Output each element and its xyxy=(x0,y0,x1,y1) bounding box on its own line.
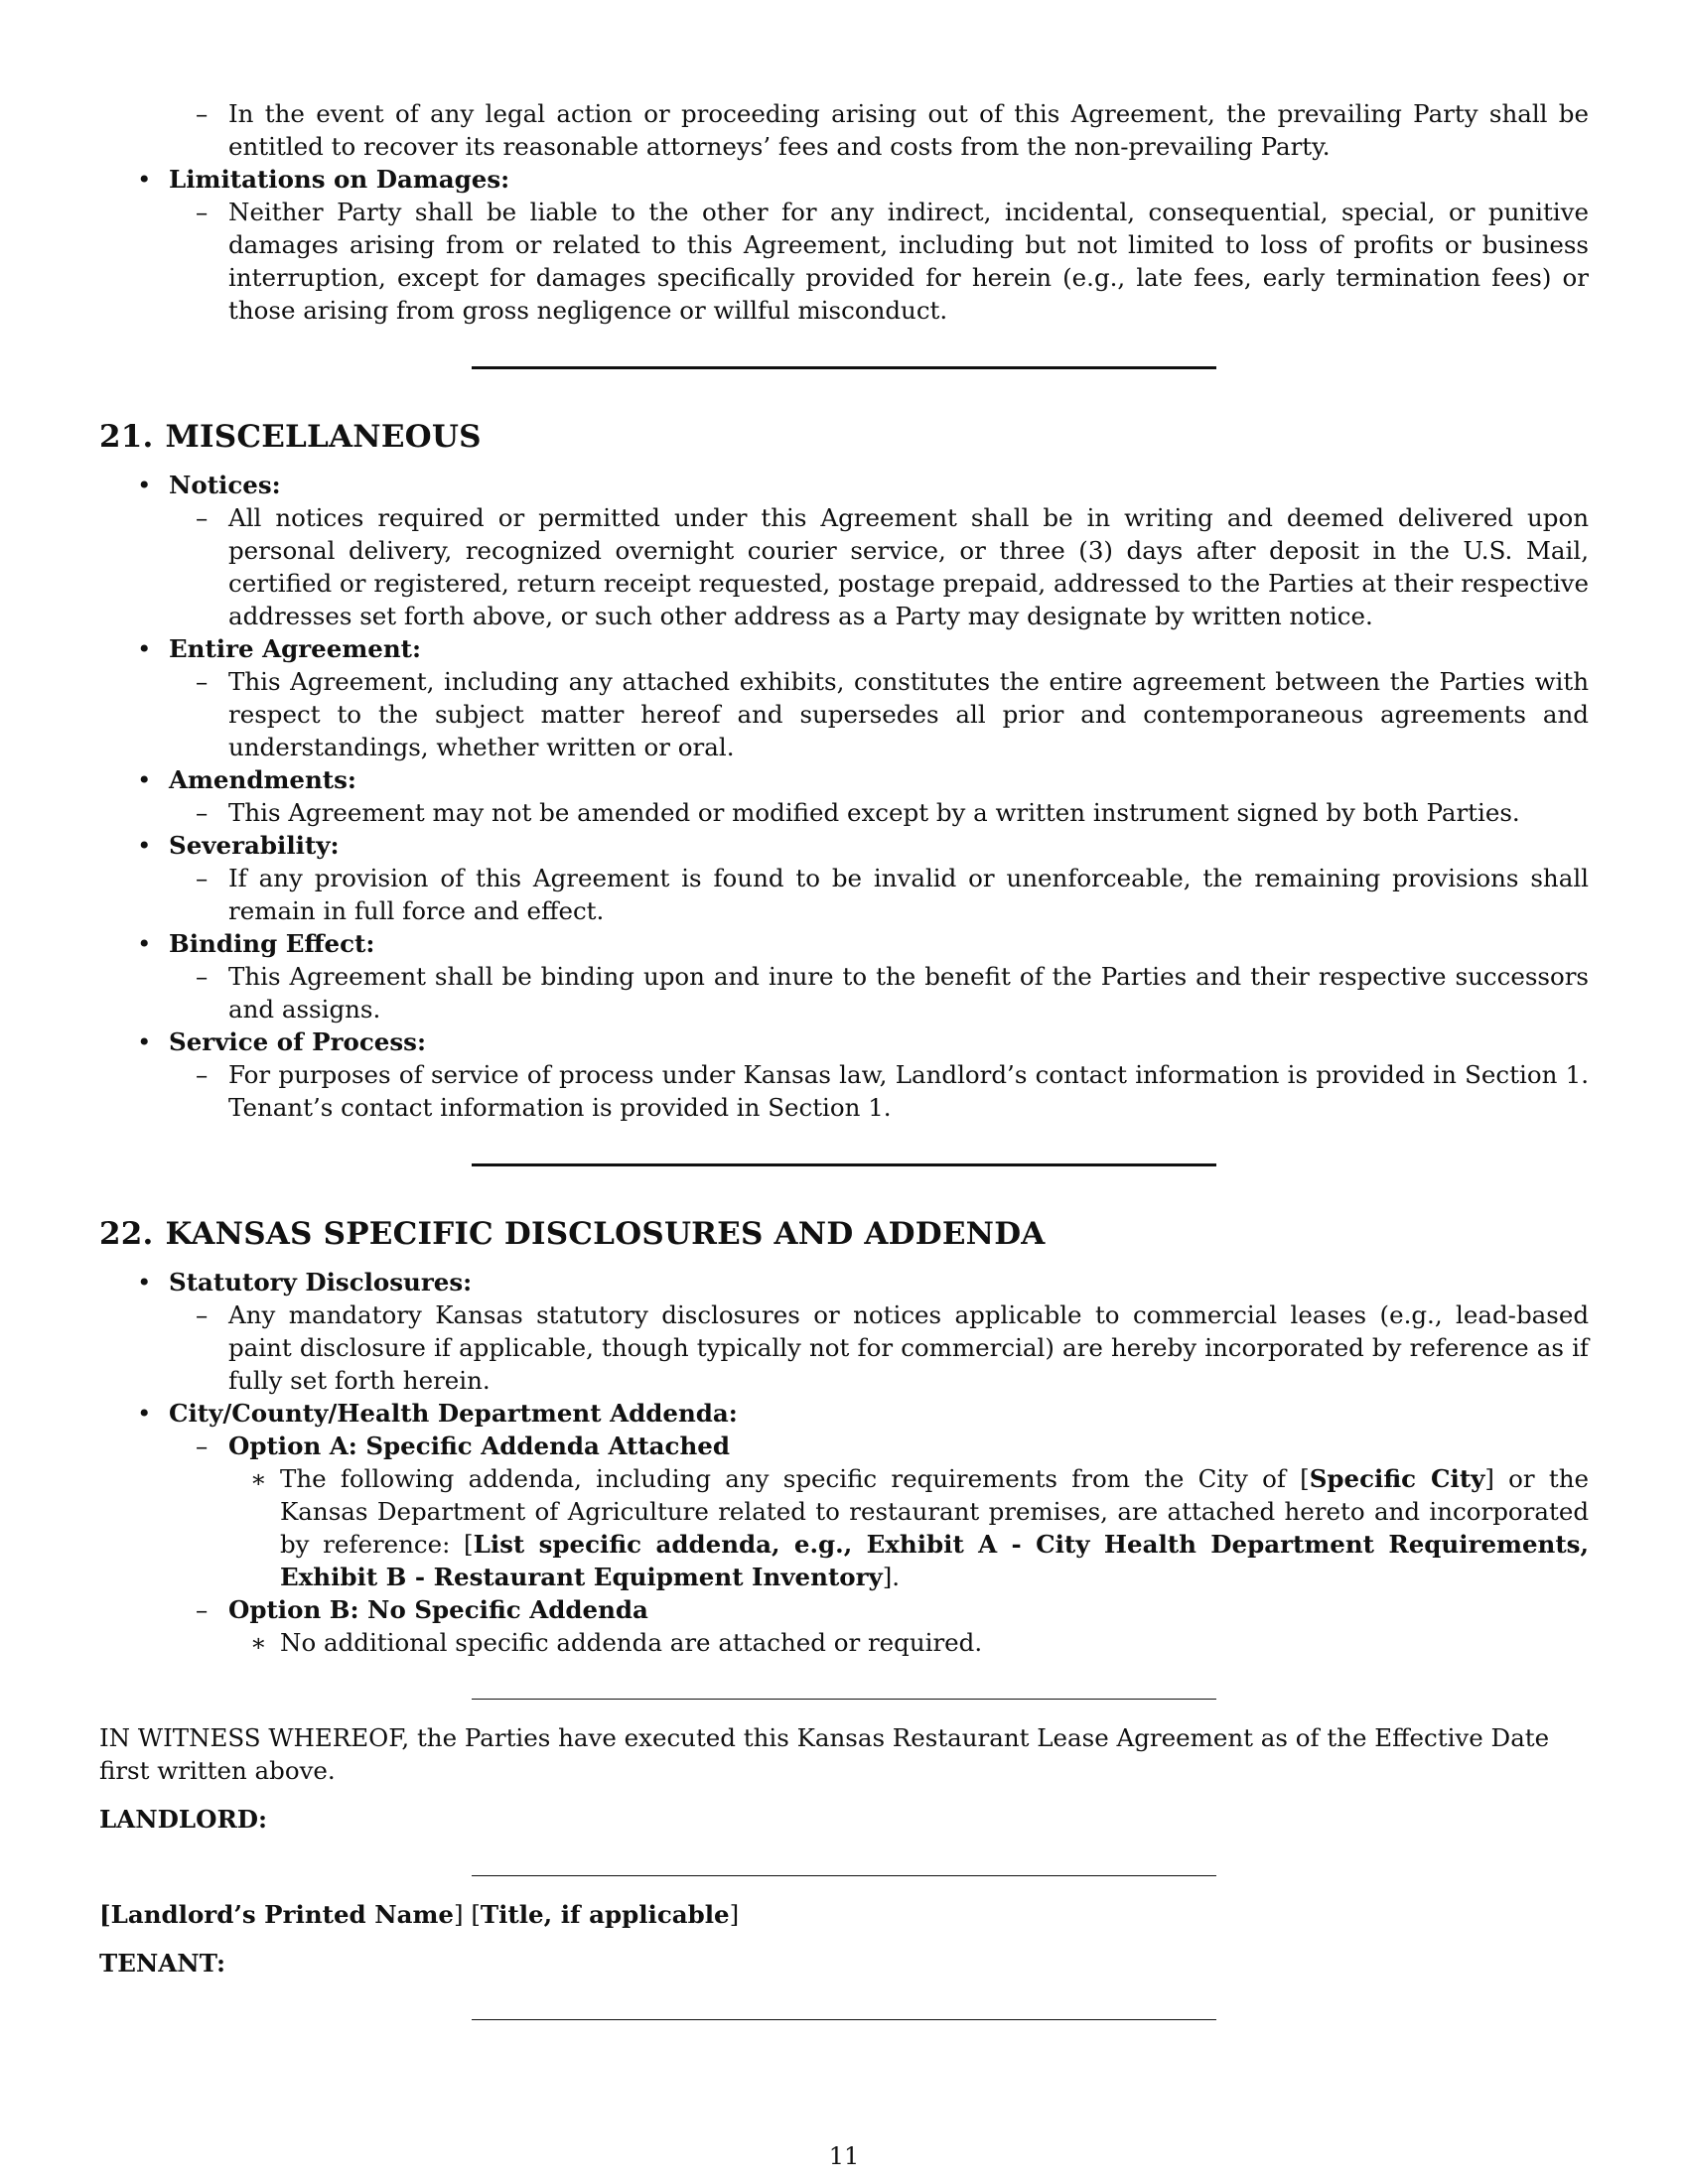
landlord-printed-name xyxy=(99,1898,1589,1931)
list-item xyxy=(99,796,1589,829)
list-item xyxy=(99,501,1589,632)
option-a-text: The following addenda, including any specific requirements from the City of [ xyxy=(280,1464,1310,1493)
dash-bullet: – xyxy=(196,198,209,226)
option-a-text: ] or the Kansas Department of Agriculture related to restaurant premises, are attached hereto and incorporated by reference: [ xyxy=(280,1464,1589,1559)
item-list xyxy=(99,829,1589,862)
fees-text: In the event of any legal action or proceeding arising out of this Agreement, the prevailing Party shall be entitled to recover its reasonable attorneys’ fees and costs from the non-prevailing Party. xyxy=(228,99,1589,161)
item-text: For purposes of service of process under Kansas law, Landlord’s contact information is provided in Section 1. Tenant’s contact information is provided in Section 1. xyxy=(228,1060,1589,1122)
dot-bullet: • xyxy=(137,1027,152,1056)
item-label: Binding Effect: xyxy=(169,929,375,958)
dash-bullet: – xyxy=(196,503,209,532)
dash-bullet: – xyxy=(196,798,209,827)
option-a-label: Option A: Specific Addenda Attached xyxy=(228,1432,731,1460)
dash-bullet: – xyxy=(196,1300,209,1329)
item-list xyxy=(99,1397,1589,1430)
list-item xyxy=(99,960,1589,1025)
item-label: Severability: xyxy=(169,831,340,860)
item-sublist xyxy=(99,665,1589,763)
dash-bullet: – xyxy=(196,667,209,696)
dot-bullet: • xyxy=(137,831,152,860)
item-sublist xyxy=(99,1058,1589,1124)
statutory-label: Statutory Disclosures: xyxy=(169,1268,473,1297)
section-divider xyxy=(472,1163,1216,1166)
placeholder-addenda-list: List specific addenda, e.g., Exhibit A - City Health Department Requirements, Exhibit B - Restaurant Equipment Inventory xyxy=(280,1530,1590,1591)
section-21-heading xyxy=(99,417,1589,457)
limitations-text: Neither Party shall be liable to the other for any indirect, incidental, consequential, special, or punitive damages arising from or related to this Agreement, including but not limited to loss of profits or business interruption, except for damages specifically provided for herein (e.g., late fees, early termination fees) or those arising from gross negligence or willful misconduct. xyxy=(228,198,1589,325)
list-item xyxy=(99,196,1589,327)
dot-bullet: • xyxy=(137,765,152,794)
list-item xyxy=(99,1058,1589,1124)
list-item xyxy=(99,927,1589,960)
dot-bullet: • xyxy=(137,634,152,663)
item-list xyxy=(99,1266,1589,1298)
item-list xyxy=(99,927,1589,960)
item-label: Notices: xyxy=(169,471,281,499)
list-item xyxy=(99,1266,1589,1298)
dot-bullet: • xyxy=(137,1268,152,1297)
list-item xyxy=(99,1593,1589,1626)
list-item xyxy=(99,1025,1589,1058)
dash-bullet: – xyxy=(196,962,209,991)
dash-bullet: – xyxy=(196,1432,209,1460)
addenda-label: City/County/Health Department Addenda: xyxy=(169,1399,738,1428)
document-page xyxy=(99,97,1589,2020)
option-b-label: Option B: No Specific Addenda xyxy=(228,1595,648,1624)
list-item xyxy=(99,1430,1589,1462)
asterisk-bullet: ∗ xyxy=(250,1628,267,1657)
section-21-body xyxy=(99,469,1589,1124)
dash-bullet: – xyxy=(196,864,209,892)
fees-list xyxy=(99,97,1589,163)
limitations-list xyxy=(99,163,1589,196)
option-a-sublist xyxy=(99,1462,1589,1593)
item-label: Service of Process: xyxy=(169,1027,426,1056)
item-list xyxy=(99,763,1589,796)
section-title: MISCELLANEOUS xyxy=(165,419,482,455)
item-text: This Agreement, including any attached exhibits, constitutes the entire agreement between the Parties with respect to the subject matter hereof and supersedes all prior and contemporaneous agreements and understandings, whether written or oral. xyxy=(228,667,1589,761)
option-list xyxy=(99,1593,1589,1626)
item-sublist xyxy=(99,1298,1589,1397)
dot-bullet: • xyxy=(137,1399,152,1428)
tenant-signature-line[interactable] xyxy=(472,2019,1216,2020)
dash-bullet: – xyxy=(196,1060,209,1089)
placeholder-landlord-name: Landlord’s Printed Name xyxy=(110,1900,454,1929)
list-item xyxy=(99,1298,1589,1397)
section-22-body xyxy=(99,1266,1589,1659)
list-item xyxy=(99,763,1589,796)
option-b-sublist xyxy=(99,1626,1589,1659)
landlord-label: LANDLORD: xyxy=(99,1805,268,1834)
list-item xyxy=(99,632,1589,665)
bracket: [ xyxy=(99,1900,111,1929)
section-22-heading xyxy=(99,1214,1589,1254)
witness-statement: IN WITNESS WHEREOF, the Parties have executed this Kansas Restaurant Lease Agreement as of the Effective Date first written above. xyxy=(99,1723,1550,1785)
option-list xyxy=(99,1430,1589,1462)
statutory-text: Any mandatory Kansas statutory disclosures or notices applicable to commercial leases (e.g., lead-based paint disclosure if applicable, though typically not for commercial) are hereby incorporated by reference as if fully set forth herein. xyxy=(228,1300,1589,1395)
limitations-sublist xyxy=(99,196,1589,327)
limitations-label: Limitations on Damages: xyxy=(169,165,510,194)
placeholder-city: Specific City xyxy=(1309,1464,1485,1493)
item-text: All notices required or permitted under this Agreement shall be in writing and deemed delivered upon personal delivery, recognized overnight courier service, or three (3) days after deposit in the U.S. Mail, certified or registered, return receipt requested, postage prepaid, addressed to the Parties at their respective addresses set forth above, or such other address as a Party may designate by written notice. xyxy=(228,503,1589,630)
list-item xyxy=(99,1397,1589,1430)
item-sublist xyxy=(99,862,1589,927)
item-sublist xyxy=(99,960,1589,1025)
page-number: 11 xyxy=(828,2142,860,2170)
section-title: KANSAS SPECIFIC DISCLOSURES AND ADDENDA xyxy=(165,1216,1046,1252)
dot-bullet: • xyxy=(137,165,152,194)
option-a-text: ]. xyxy=(882,1563,901,1591)
list-item xyxy=(99,1462,1589,1593)
dash-bullet: – xyxy=(196,1595,209,1624)
item-text: If any provision of this Agreement is found to be invalid or unenforceable, the remaining provisions shall remain in full force and effect. xyxy=(228,864,1589,925)
list-item xyxy=(99,1626,1589,1659)
item-sublist xyxy=(99,796,1589,829)
section-divider xyxy=(472,366,1216,369)
item-sublist xyxy=(99,501,1589,632)
item-text: This Agreement shall be binding upon and inure to the benefit of the Parties and their respective successors and assigns. xyxy=(228,962,1589,1024)
section-number: 21. xyxy=(99,419,154,455)
tenant-label: TENANT: xyxy=(99,1949,226,1978)
list-item xyxy=(99,469,1589,501)
landlord-signature-line[interactable] xyxy=(472,1875,1216,1876)
dash-bullet: – xyxy=(196,99,209,128)
option-b-text: No additional specific addenda are attached or required. xyxy=(280,1628,983,1657)
placeholder-landlord-title: Title, if applicable xyxy=(480,1900,730,1929)
asterisk-bullet: ∗ xyxy=(250,1464,267,1493)
item-label: Entire Agreement: xyxy=(169,634,422,663)
list-item xyxy=(99,829,1589,862)
item-label: Amendments: xyxy=(169,765,356,794)
item-list xyxy=(99,632,1589,665)
item-text: This Agreement may not be amended or modified except by a written instrument signed by both Parties. xyxy=(228,798,1520,827)
item-list xyxy=(99,1025,1589,1058)
list-item xyxy=(99,665,1589,763)
bracket: ] [ xyxy=(453,1900,481,1929)
dot-bullet: • xyxy=(137,929,152,958)
section-divider xyxy=(472,1699,1216,1700)
list-item xyxy=(99,97,1589,163)
list-item xyxy=(99,862,1589,927)
bracket: ] xyxy=(729,1900,740,1929)
dot-bullet: • xyxy=(137,471,152,499)
section-number: 22. xyxy=(99,1216,154,1252)
list-item xyxy=(99,163,1589,196)
item-list xyxy=(99,469,1589,501)
